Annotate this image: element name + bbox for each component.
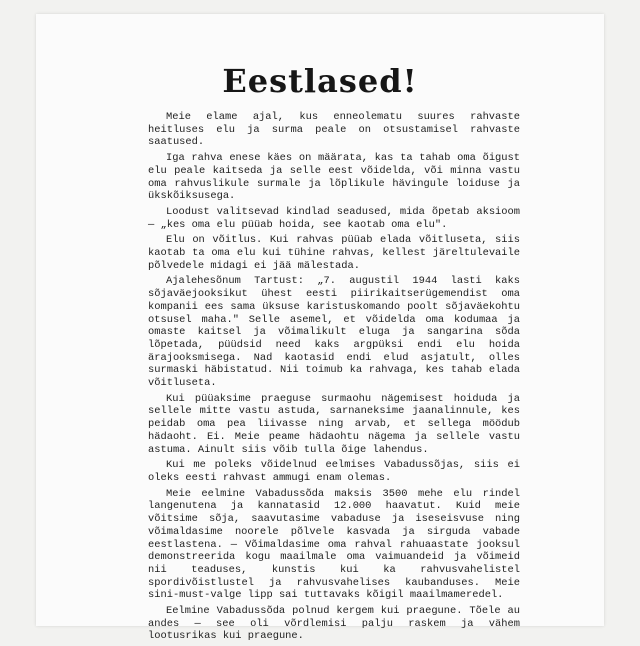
document-body: [148, 111, 520, 646]
paragraph: Meie eelmine Vabadussõda maksis 3500 mehe elu rindel langenutena ja kannatasid 12.000 haavatut. Kuid meie võitsime sõja, saavutasime vabaduse ja iseseisvuse ning võimaldasime noorele põlvele kasvada ja sirguda vabade eestlastena. — Võimaldasime oma rahval rahuaastate jooksul demonstreerida kogu maailmale oma vaimuandeid ja võimeid nii teaduses, kunstis kui ka rahvusvahelistel spordivõistlustel ja rahvusvahelises kaubanduses. Meie sini-must-valge lipp sai tuttavaks kõigil maailmameredel.: [148, 487, 520, 602]
paragraph: Kui me poleks võidelnud eelmises Vabadussõjas, siis ei oleks eesti rahvast ammugi enam olemas.: [148, 459, 520, 484]
paragraph: Ajalehesõnum Tartust: „7. augustil 1944 lasti kaks sõjaväejooksikut ühest eesti piirikaitserügemendist oma kompanii ees sama üksuse karistuskomando poolt sõjaväekohtu otsusel maha." Selle asemel, et võidelda oma kodumaa ja omaste kaitsel ja võimalikult eluga ja sangarina sõda lõpetada, püüdsid need kaks argpüksi endi elu hoida ärajooksmisega. Nad kaotasid endi elud asjatult, olles surmaski häbistatud. Nii toimub ka rahvaga, kes tahab elada võitluseta.: [148, 275, 520, 390]
document-title: Eestlased!: [222, 62, 418, 100]
paragraph: Iga rahva enese käes on määrata, kas ta tahab oma õigust elu peale kaitseda ja selle eest võidelda, või minna vastu oma rahvuslikule surmale ja lõplikule hävingule loiduse ja ükskõiksusega.: [148, 152, 520, 203]
paragraph: Elu on võitlus. Kui rahvas püüab elada võitluseta, siis kaotab ta oma elu kui tühine rahvas, kellest järeltulevaile põlvedele midagi ei jää mälestada.: [148, 234, 520, 272]
paragraph: Kui püüaksime praeguse surmaohu nägemisest hoiduda ja sellele mitte vastu astuda, sarnaneksime jaanalinnule, kes peidab oma pea liivasse ning arvab, et sellega möödub hädaoht. Ei. Meie peame hädaohtu nägema ja sellele vastu astuma. Ainult siis võib tulla õige lahendus.: [148, 392, 520, 456]
document-page: [36, 14, 604, 643]
paragraph: Meie elame ajal, kus enneolematu suures rahvaste heitluses elu ja surma peale on otsustamisel rahvaste saatused.: [148, 111, 520, 149]
paragraph: Loodust valitsevad kindlad seadused, mida õpetab aksioom — „kes oma elu püüab hoida, see kaotab oma elu".: [148, 205, 520, 231]
paragraph: Eelmine Vabadussõda polnud kergem kui praegune. Tõele au andes — see oli võrdlemisi palju raskem ja vähem lootusrikas kui praegune.: [148, 605, 520, 643]
